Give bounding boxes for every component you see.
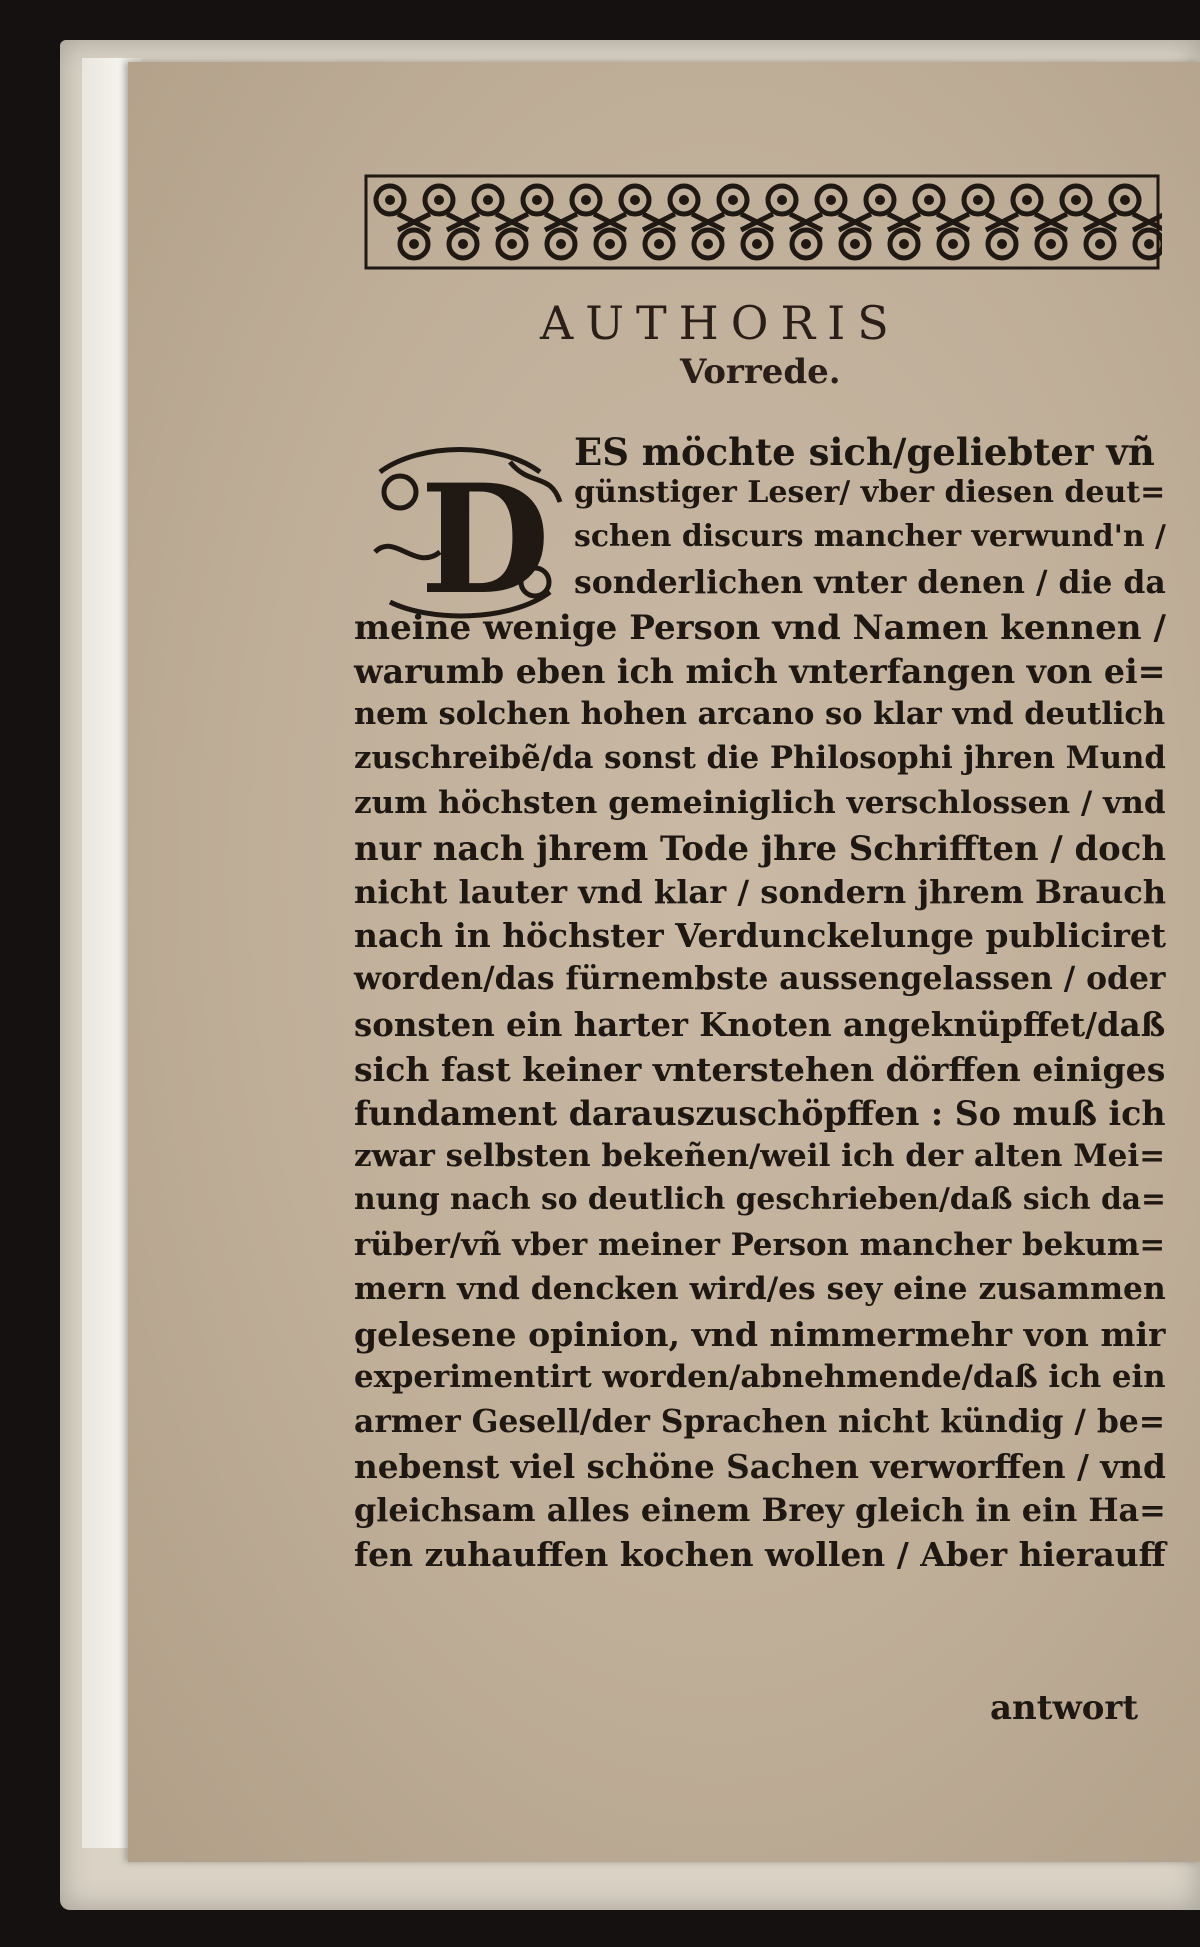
text-line: nung nach so deutlich geschrieben/daß sich da=	[354, 1182, 1166, 1218]
text-line: zwar selbsten bekeñen/weil ich der alten Mei=	[354, 1138, 1166, 1175]
text-line: zuschreibẽ/da sonst die Philosophi jhren Mund	[354, 740, 1166, 777]
text-line: sonsten ein harter Knoten angeknüpffet/daß	[354, 1005, 1166, 1044]
text-line: sich fast keiner vnterstehen dörffen einiges	[354, 1049, 1166, 1089]
text-line: mern vnd dencken wird/es sey eine zusammen	[354, 1270, 1166, 1307]
text-line: fundament darauszuschöpffen : So muß ich	[354, 1094, 1166, 1133]
text-line: experimentirt worden/abnehmende/daß ich ein	[354, 1359, 1166, 1396]
text-line: schen discurs mancher verwund'n /	[574, 519, 1166, 555]
text-line: nur nach jhrem Tode jhre Schrifften / doch	[354, 827, 1166, 868]
text-line: nicht lauter vnd klar / sondern jhrem Brauch	[354, 873, 1167, 911]
text-line: worden/das fürnembste aussengelassen / oder	[354, 961, 1166, 998]
text-line: meine wenige Person vnd Namen kennen /	[354, 607, 1166, 648]
text-line: fen zuhauffen kochen wollen / Aber hierauff	[354, 1535, 1166, 1574]
svg-text:D: D	[420, 452, 551, 627]
text-line: rüber/vñ vber meiner Person mancher bekum=	[354, 1226, 1166, 1263]
text-line: ES möchte sich/geliebter vñ	[574, 430, 1155, 474]
page-title: AUTHORIS	[540, 296, 901, 350]
text-line: gelesene opinion, vnd nimmermehr von mir	[354, 1315, 1166, 1354]
ornamental-border-icon	[362, 168, 1162, 276]
page-subtitle: Vorrede.	[680, 352, 841, 392]
text-line: nebenst viel schöne Sachen verworffen / vnd	[354, 1446, 1166, 1486]
decorated-initial-icon	[360, 432, 570, 627]
text-line: günstiger Leser/ vber diesen deut=	[574, 475, 1166, 511]
text-line: warumb eben ich mich vnterfangen von ei=	[354, 652, 1166, 691]
text-line: nem solchen hohen arcano so klar vnd deutlich	[354, 696, 1166, 733]
text-line: zum höchsten gemeiniglich verschlossen / vnd	[354, 784, 1166, 821]
catchword: antwort	[990, 1688, 1139, 1728]
text-line: sonderlichen vnter denen / die da	[574, 563, 1166, 601]
text-line: nach in höchster Verdunckelunge publiciret	[354, 916, 1167, 956]
text-line: armer Gesell/der Sprachen nicht kündig / be=	[354, 1403, 1166, 1441]
text-line: gleichsam alles einem Brey gleich in ein Ha=	[354, 1490, 1166, 1529]
